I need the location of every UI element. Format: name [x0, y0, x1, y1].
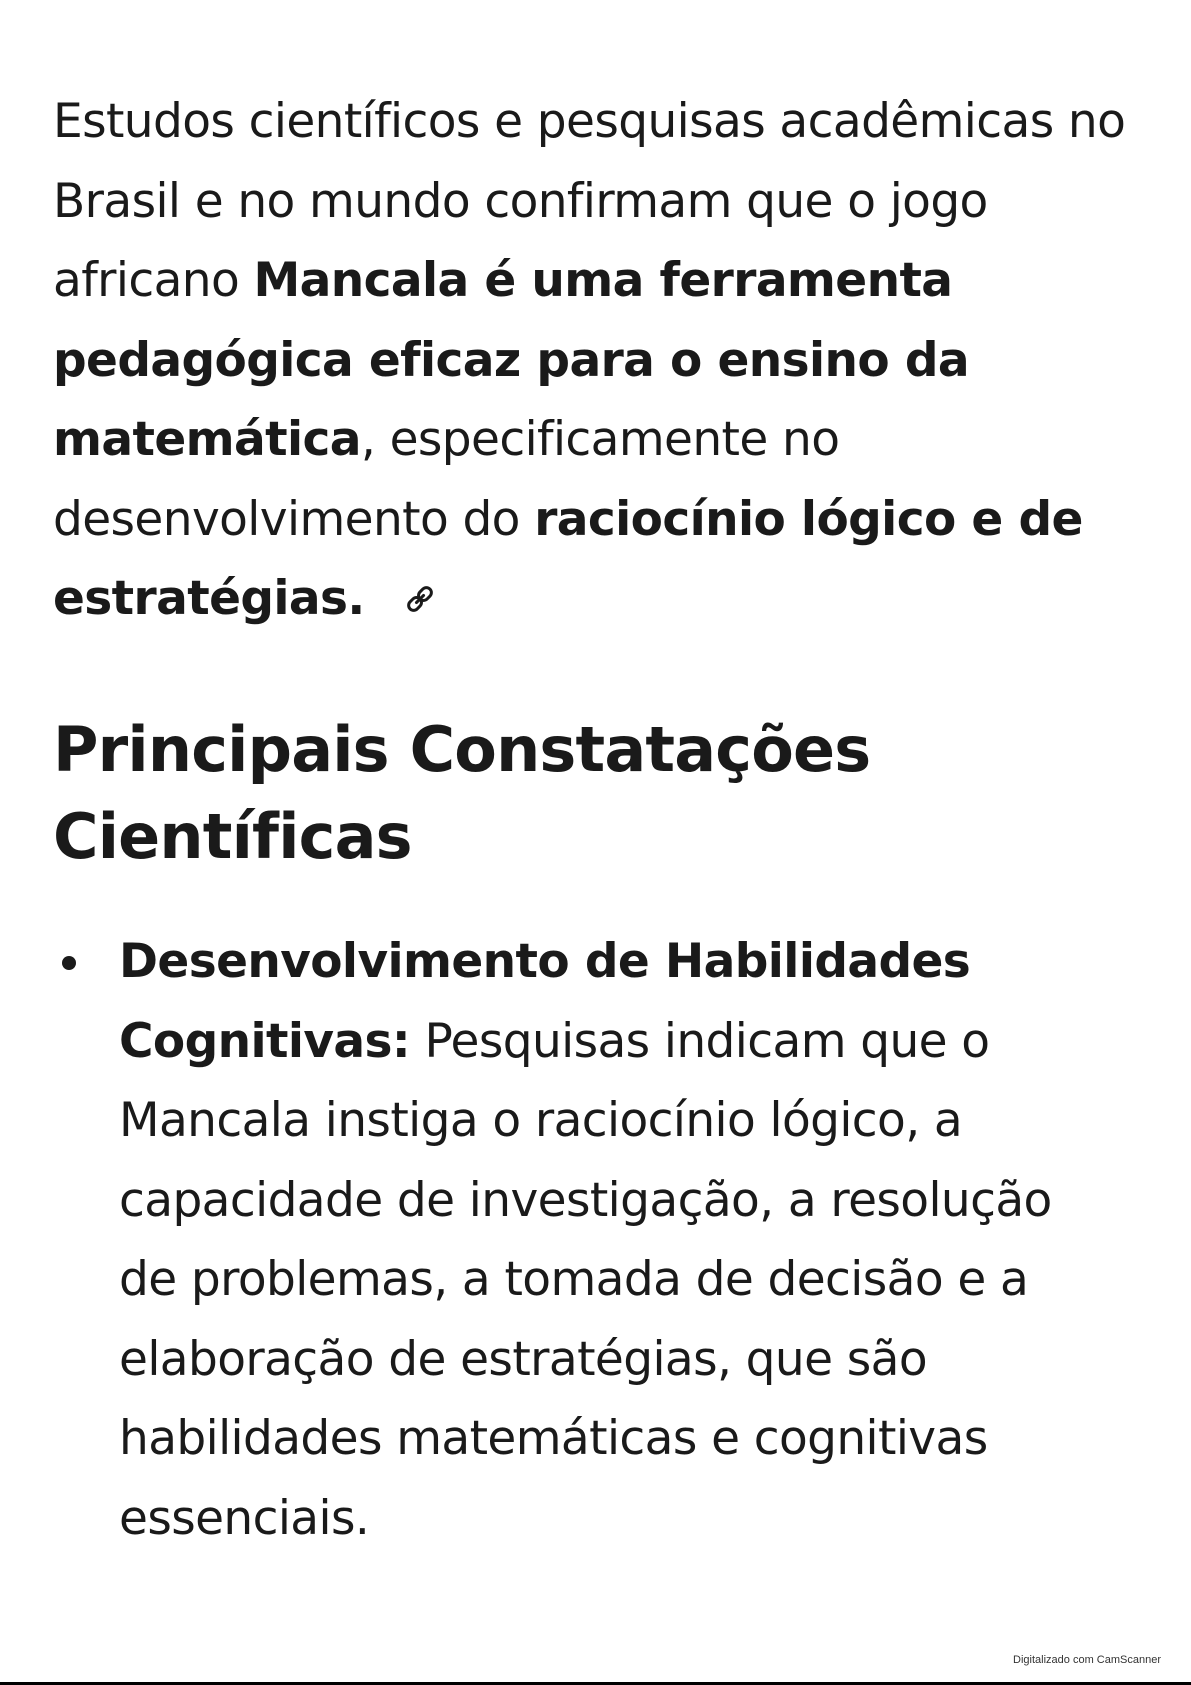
- intro-paragraph: [53, 82, 1133, 639]
- bullet-body: Pesquisas indicam que o Mancala instiga o raciocínio lógico, a capacidade de investigação, a resolução de problemas, a tomada de decisão e a elaboração de estratégias, que são habilidades matemáticas e cognitivas essenciais.: [119, 1013, 1052, 1546]
- bullet-title: Desenvolvimento de Habilidades Cognitivas:: [119, 934, 971, 1069]
- intro-bold-1: Mancala é uma ferramenta pedagógica eficaz para o ensino da matemática: [53, 253, 969, 467]
- bullet-text: [119, 922, 1109, 1558]
- scanner-watermark: Digitalizado com CamScanner: [1013, 1654, 1161, 1666]
- bullet-dot: [62, 956, 76, 970]
- section-heading: Principais Constatações Científicas: [53, 713, 871, 873]
- link-icon[interactable]: [403, 561, 437, 595]
- findings-list: [0, 922, 1191, 1558]
- intro-bold-2: raciocínio lógico e de estratégias.: [53, 491, 1083, 626]
- intro-text-1: Estudos científicos e pesquisas acadêmicas no Brasil e no mundo confirmam que o jogo africano: [53, 94, 1126, 308]
- list-item: [0, 922, 1109, 1558]
- intro-text-2: , especificamente no desenvolvimento do: [53, 412, 840, 547]
